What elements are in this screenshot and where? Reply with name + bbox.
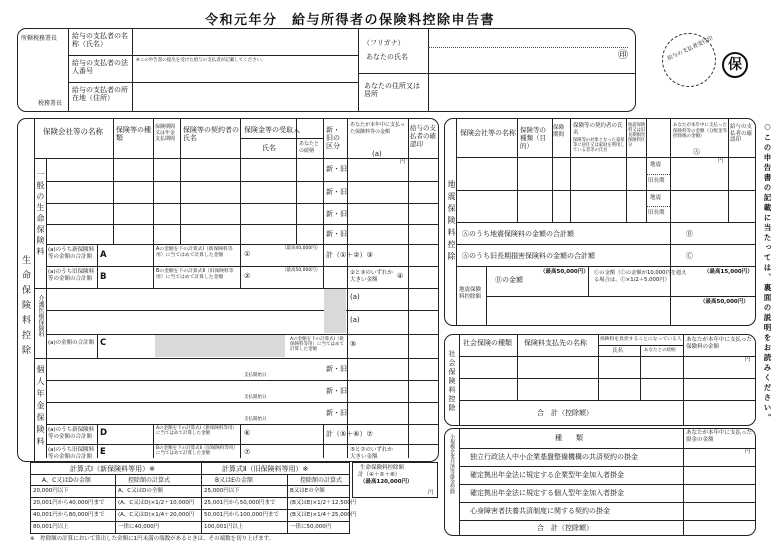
care-medical-label: 介護医療保険料	[37, 295, 44, 337]
eq-col-contractor: 保険等の契約者の氏名	[573, 123, 623, 136]
row-e-label: (a)のうち旧保険料等の金額の合計額	[48, 447, 95, 460]
formula2-head-range: B又はEの金額	[215, 477, 253, 484]
payer-number-label: 給与の支払者の法人番号	[72, 59, 128, 75]
eq-old-1: 旧長期	[648, 178, 665, 184]
eq-row-c: Ⓐのうち旧長期損害保険料の金額の合計額	[462, 252, 595, 260]
row-c-label: (a)の金額の合計額	[48, 340, 95, 346]
formula1-range-4: 80,001円以上	[33, 524, 69, 530]
formula1-title: 計算式Ⅰ（新保険料等用）※	[70, 465, 155, 473]
newold-3: 新・旧	[326, 210, 347, 218]
eq-col-type: 保険等の種類（目的）	[520, 126, 546, 150]
social-col-name: 氏名	[612, 348, 624, 354]
row-b-label: (a)のうち旧保険料等の金額の合計額	[48, 269, 95, 282]
pension-label: 個人年金保険料	[36, 365, 45, 449]
start-date-1: 支払開始日	[244, 373, 267, 378]
pick-larger: ②と③のいずれか大きい金額	[350, 270, 393, 283]
payer-number-note: ※この申告書の提出を受けた給与の支払者が記載してください。	[136, 58, 266, 63]
eq-col-company: 保険会社等の名称	[460, 129, 516, 137]
life-total-label: 生命保険料控除額	[360, 465, 405, 471]
formula2-calc-1: B又はEの全額	[290, 488, 325, 494]
social-col-amount: あなたが本年中に支払った保険料の金額	[686, 337, 753, 350]
eq-quake-1: 地震	[650, 162, 662, 168]
max-2: （最高50,000円）	[282, 268, 321, 273]
eq-b-circle: Ⓑ	[686, 230, 693, 238]
care-a-1: (a)	[350, 293, 360, 301]
formula2-range-2: 25,001円から50,000円まで	[204, 500, 276, 506]
eq-col-period: 保険期間	[553, 125, 565, 138]
eq-old-2: 旧長期	[648, 210, 665, 216]
letter-b: B	[100, 272, 107, 282]
col-newold: 新・旧の区分	[326, 126, 340, 150]
social-yen: 円	[745, 357, 751, 363]
formula2-calc-4: 一律に50,000円	[290, 524, 332, 530]
calc-old-1: Bの金額を下の計算式Ⅱ（旧保険料等用）に当てはめて計算した金額	[156, 269, 234, 280]
ho-mark	[722, 52, 748, 78]
col-amount: あなたが本年中に支払った保険料等の金額	[350, 122, 406, 135]
circle-6: ⑥	[244, 429, 251, 437]
formula2-range-4: 100,001円以上	[204, 524, 244, 530]
formula2-calc-3: (B又はE)×1/4＋25,000円	[290, 512, 357, 518]
ho-mark-text: 保	[728, 57, 742, 73]
smallbiz-col-kind: 種 類	[555, 434, 583, 442]
eq-max-50000-total: （最高50,000円）	[700, 299, 749, 305]
life-total-max: （最高120,000円）	[360, 479, 413, 485]
smallbiz-row-2: 確定拠出年金法に規定する企業型年金加入者掛金	[470, 471, 624, 479]
eq-col-amount: あなたが本年中に支払った保険料等の金額（分配金等控除後の金額）	[673, 123, 727, 139]
letter-c: C	[100, 338, 107, 348]
row-a-label: (a)のうち新保険料等の金額の合計額	[48, 247, 95, 260]
formula1-calc-2: (A、C又はD)×1/2＋10,000円	[118, 500, 195, 506]
formula1-range-1: 20,000円以下	[33, 488, 69, 494]
eq-col-kind: 地震保険料又は旧長期損害保険料区分	[628, 123, 646, 148]
eq-col-confirm: 給与の支払者の確認印	[730, 124, 753, 143]
eq-c-circle: Ⓒ	[686, 252, 693, 260]
newold-5: 新・旧	[326, 365, 347, 373]
your-address-input[interactable]	[430, 75, 634, 109]
circle-5: ⑤	[350, 340, 357, 348]
col-type: 保険等の種類	[116, 126, 151, 142]
formula2-range-3: 50,001円から100,000円まで	[204, 512, 279, 518]
social-col-bearer: 保険料を負担することになっている人	[600, 337, 682, 342]
formula1-range-3: 40,001円から80,000円まで	[33, 512, 105, 518]
tax-office-input[interactable]	[20, 45, 66, 97]
col-company: 保険会社等の名称	[43, 127, 103, 136]
earthquake-label: 地震保険料控除	[447, 180, 456, 264]
social-col-relation: あなたとの続柄	[644, 348, 676, 353]
formula2-title: 計算式Ⅱ（旧保険料等用）※	[222, 465, 309, 473]
care-a-2: (a)	[350, 316, 360, 324]
tax-office-label: 所轄税務署長	[21, 35, 58, 42]
receipt-stamp-text: 給与の支払者受付印	[666, 35, 715, 63]
payer-address-label: 給与の支払者の所在地（住所）	[72, 86, 128, 102]
eq-max-15000: （最高15,000円）	[704, 269, 753, 275]
smallbiz-total: 合 計（控除額）	[537, 524, 593, 532]
payer-name-label: 給与の支払者の名称（氏名）	[72, 32, 128, 48]
life-total-yen: 円	[428, 490, 434, 496]
col-period: 保険期間又は年金支払期間	[155, 124, 176, 142]
formula2-head-calc: 控除額の計算式	[300, 477, 343, 484]
newold-2: 新・旧	[326, 188, 347, 196]
eq-col-target: 保険等の対象となった家屋等に居住又は家財を利用している者等の氏名	[573, 138, 625, 153]
letter-e: E	[100, 447, 106, 457]
formula2-range-1: 25,000円以下	[204, 488, 240, 494]
newold-7: 新・旧	[326, 409, 347, 417]
newold-1: 新・旧	[326, 165, 347, 173]
col-name: 氏名	[262, 144, 276, 152]
tax-office-suffix: 税務署長	[38, 100, 63, 107]
pick-larger-2: ⑤と⑦のいずれか大きい金額	[350, 447, 393, 460]
receipt-stamp	[662, 33, 716, 87]
formula2-calc-2: (B又はE)×1/2＋12,500円	[290, 500, 357, 506]
circle-2: ②	[244, 272, 251, 280]
social-total-input[interactable]	[686, 402, 752, 424]
furigana-label: （フリガナ）	[363, 39, 405, 47]
smallbiz-total-input[interactable]	[686, 522, 752, 534]
payer-address-input[interactable]	[134, 84, 356, 110]
newold-4: 新・旧	[326, 230, 347, 238]
life-section-label: 生命保険料控除	[20, 255, 30, 360]
calc-care: Aの金額を下の計算式Ⅰ（新保険料等用）に当てはめて計算した金額	[290, 337, 344, 353]
formula1-head-range: A、C又はDの金額	[42, 477, 91, 484]
smallbiz-yen: 円	[745, 449, 751, 455]
page-title: 令和元年分 給与所得者の保険料控除申告書	[205, 13, 496, 28]
smallbiz-row-1: 独立行政法人中小企業基盤整備機構の共済契約の掛金	[470, 453, 638, 461]
col-confirm: 給与の支払者の確認印	[410, 124, 436, 148]
eq-row-b: Ⓐのうち地震保険料の金額の合計額	[462, 230, 574, 238]
life-insurance-section	[17, 118, 439, 462]
formula1-calc-1: A、C又はDの全額	[118, 488, 163, 494]
newold-6: 新・旧	[326, 387, 347, 395]
circle-1: ①	[244, 250, 251, 258]
col-a-label: (a)	[372, 150, 382, 158]
smallbiz-row-4: 心身障害者扶養共済制度に関する契約の掛金	[470, 507, 610, 515]
social-col-payee: 保険料支払先の名称	[524, 339, 587, 347]
col-contractor: 保険等の契約者の氏名	[183, 126, 239, 142]
letter-d: D	[100, 428, 108, 438]
max-1: （最高40,000円）	[282, 246, 321, 251]
seal-mark: ㊞	[618, 50, 628, 61]
your-address-label: あなたの住所又は居所	[364, 82, 420, 98]
social-label: 社会保険料控除	[448, 350, 456, 413]
yen-1: 円	[400, 159, 406, 165]
eq-deduction-input[interactable]	[490, 300, 752, 322]
circle-7: ⑦	[244, 448, 251, 456]
eq-b-amount: Ⓑの金額	[495, 276, 523, 284]
eq-a-circle: Ⓐ	[693, 148, 700, 156]
row-d-label: (a)のうち新保険料等の金額の合計額	[48, 427, 95, 440]
sum-12: 計（①＋②）③	[326, 251, 373, 259]
life-total-formula: 計（④＋⑤＋⑧）	[358, 472, 401, 478]
eq-c-calc: Ⓒの金額（Ⓒの金額が10,000円を超える場合は、Ⓒ×1/2＋5,000円）	[594, 270, 687, 283]
eq-yen-1: 円	[718, 158, 724, 164]
smallbiz-col-amount: あなたが本年中に支払った掛金の金額	[686, 430, 753, 443]
formula1-range-2: 20,001円から40,000円まで	[33, 500, 105, 506]
care-c-gray	[155, 335, 285, 357]
payer-name-input[interactable]	[134, 30, 356, 54]
social-total: 合 計（控除額）	[537, 409, 593, 417]
smallbiz-label: 小規模企業共済等掛金控除	[449, 434, 455, 494]
eq-max-50000: （最高50,000円）	[540, 269, 589, 275]
circle-4: ④	[397, 272, 404, 280]
col-relation: あなたとの続柄	[299, 141, 320, 154]
your-name-label: あなたの氏名	[366, 53, 408, 61]
start-date-2: 支払開始日	[244, 395, 267, 400]
col-recipient: 保険金等の受取人	[244, 126, 300, 134]
formula1-head-calc: 控除額の計算式	[128, 477, 171, 484]
side-note: ○この申告書の記載に当たっては、裏面の説明をお読みください。	[763, 122, 772, 424]
smallbiz-row-3: 確定拠出年金法に規定する個人型年金加入者掛金	[470, 489, 624, 497]
eq-quake-2: 地震	[650, 195, 662, 201]
letter-a: A	[100, 250, 107, 260]
your-name-input[interactable]	[430, 49, 610, 72]
calc-new-1: Aの金額を下の計算式Ⅰ（新保険料等用）に当てはめて計算した金額	[156, 247, 233, 258]
general-life-label: 一般の生命保険料	[36, 170, 45, 258]
sum-56: 計（⑤＋⑥）⑦	[326, 430, 373, 438]
footnote: ※ 控除額の計算において算出した金額に1円未満の端数があるときは、その端数を切り上げます。	[30, 536, 275, 542]
formula1-calc-4: 一律に40,000円	[118, 524, 160, 530]
calc-old-2: Bの金額を下の計算式Ⅱ（旧保険料等用）に当てはめて計算した金額	[156, 446, 238, 456]
payer-number-input[interactable]	[134, 65, 356, 81]
care-gray-block	[324, 289, 346, 333]
calc-new-2: Aの金額を下の計算式Ⅰ（新保険料等用）に当てはめて計算した金額	[156, 426, 237, 436]
start-date-3: 支払開始日	[244, 417, 267, 422]
formula1-calc-3: (A、C又はD)×1/4＋20,000円	[118, 512, 195, 518]
life-total-input[interactable]	[354, 486, 424, 496]
eq-deduction-label: 地震保険料控除額	[459, 287, 482, 300]
social-col-kind: 社会保険の種類	[463, 339, 512, 347]
furigana-input[interactable]	[430, 30, 630, 46]
